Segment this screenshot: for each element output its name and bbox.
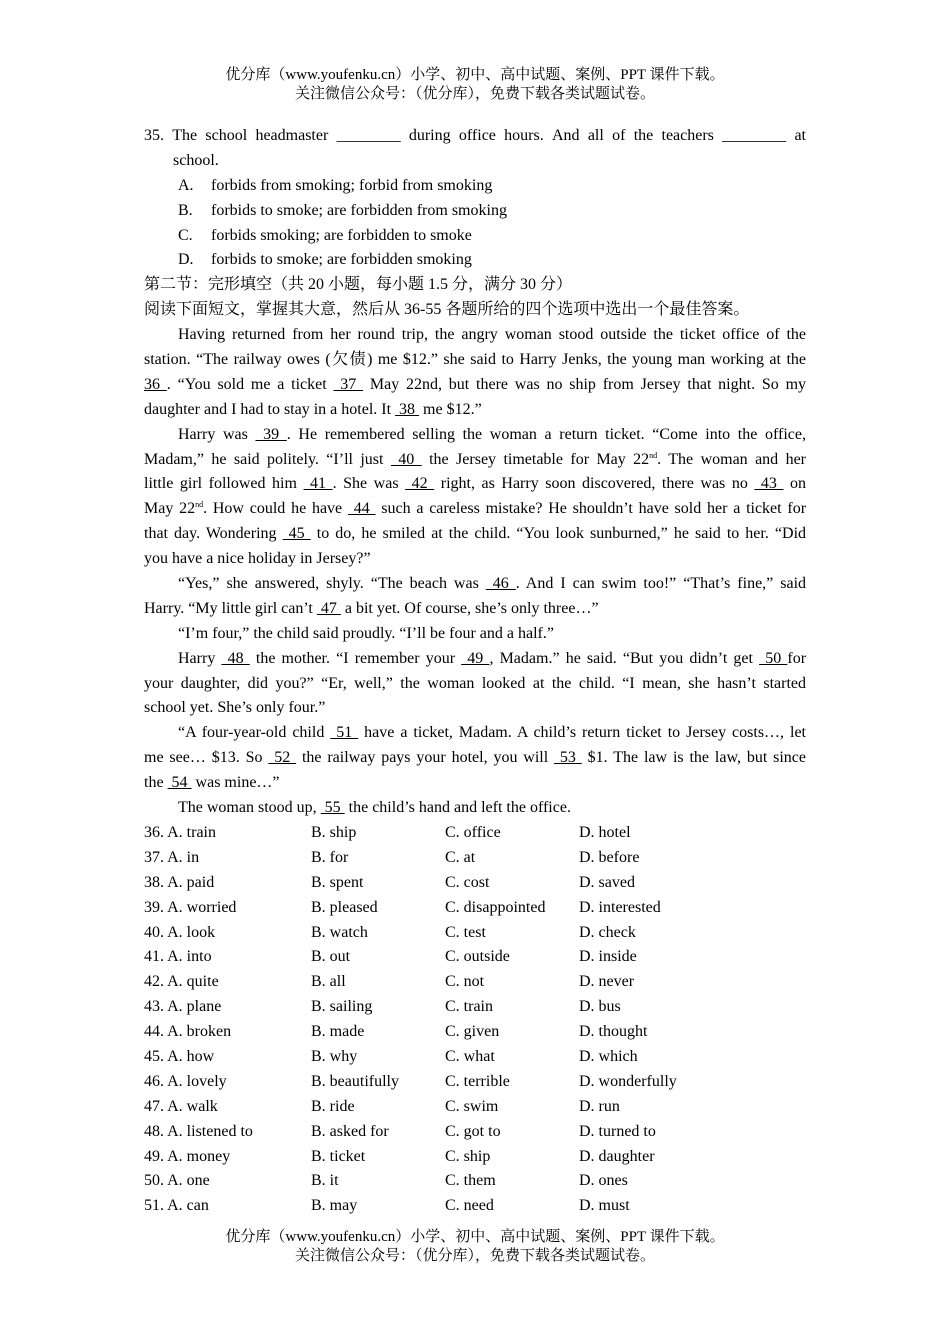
choice-b: B. ride [311, 1097, 355, 1115]
q35-option-b [144, 199, 806, 224]
choice-b: B. sailing [311, 998, 373, 1016]
choice-d: D. hotel [579, 823, 631, 841]
question-35-stem-continued: school. [173, 151, 219, 169]
choice-c: C. disappointed [445, 898, 546, 916]
choice-row [144, 995, 806, 1020]
passage-text: The woman stood up, [178, 799, 321, 817]
choice-b: B. watch [311, 923, 368, 941]
choice-row [144, 1194, 806, 1219]
q35-option-a [144, 174, 806, 199]
choice-d: D. saved [579, 873, 635, 891]
passage-text: “Yes,” she answered, shyly. “The beach was [178, 575, 486, 593]
passage-text: . And I can swim too!” “That’s fine,” said [515, 575, 806, 593]
section-instruction: 阅读下面短文，掌握其大意，然后从 36-55 各题所给的四个选项中选出一个最佳答案。 [144, 301, 750, 319]
passage-line [144, 746, 806, 771]
passage-line [144, 522, 806, 547]
blank-41: 41 [303, 475, 333, 493]
passage-text: to do, he smiled at the child. “You look sunburned,” he said to her. “Did [310, 525, 806, 543]
passage-text: $1. The law is the law, but since [581, 749, 806, 767]
passage-text: . How could he have [203, 500, 348, 518]
choice-row [144, 1045, 806, 1070]
passage-text: “A four-year-old child [178, 724, 331, 742]
choice-a: 39. A. worried [144, 898, 237, 916]
q35-word: all [587, 127, 604, 144]
blank-51: 51 [330, 724, 359, 742]
choice-b: B. all [311, 973, 346, 991]
q35-word: the [633, 127, 654, 144]
choice-d: D. which [579, 1047, 638, 1065]
q35-word: The [172, 127, 198, 144]
choice-a: 37. A. in [144, 848, 200, 866]
passage-text: me $12.” [419, 400, 482, 418]
choice-b: B. out [311, 948, 351, 966]
choice-b: B. why [311, 1047, 358, 1065]
choice-a: 51. A. can [144, 1197, 209, 1215]
q35-word: at [794, 127, 806, 144]
passage-line [144, 497, 806, 522]
blank-47: 47 [316, 599, 341, 617]
choice-d: D. never [579, 973, 635, 991]
passage-text: the Jersey timetable for May 22 [421, 450, 650, 468]
choice-b: B. ship [311, 823, 357, 841]
blank-40: 40 [390, 450, 422, 468]
choice-c: C. given [445, 1023, 500, 1041]
choice-b: B. beautifully [311, 1072, 399, 1090]
blank-39: 39 [255, 425, 287, 443]
passage-line: “I’m four,” the child said proudly. “I’ll be four and a half.” [178, 624, 554, 642]
choice-c: C. outside [445, 948, 510, 966]
choice-c: C. not [445, 973, 485, 991]
passage-line: your daughter, did you?” “Er, well,” the woman looked at the child. “I mean, she hasn’t started [144, 674, 806, 692]
passage-text: have a ticket, Madam. A child’s return ticket to Jersey costs…, let [358, 724, 806, 742]
blank-49: 49 [461, 649, 490, 667]
q35-word: of [612, 127, 626, 144]
choice-a: 43. A. plane [144, 998, 222, 1016]
choice-c: C. need [445, 1197, 494, 1215]
passage-text: the mother. “I remember your [249, 649, 462, 667]
q35-word: And [552, 127, 580, 144]
q35-blank: ________ [336, 127, 401, 144]
choice-b: B. spent [311, 873, 364, 891]
footer-line-2: 关注微信公众号：（优分库），免费下载各类试题试卷。 [294, 1248, 655, 1264]
page-header [0, 66, 950, 104]
ordinal-suffix: nd [195, 500, 204, 510]
choice-d: D. wonderfully [579, 1072, 677, 1090]
choice-b: B. pleased [311, 898, 378, 916]
choice-a: 45. A. how [144, 1047, 215, 1065]
choice-a: 50. A. one [144, 1172, 210, 1190]
choice-b: B. may [311, 1197, 358, 1215]
choice-c: C. train [445, 998, 493, 1016]
choice-row [144, 846, 806, 871]
choice-a: 38. A. paid [144, 873, 215, 891]
option-text: forbids from smoking; forbid from smoking [211, 176, 493, 194]
blank-36: 36 [144, 375, 167, 393]
blank-46: 46 [485, 575, 516, 593]
choice-d: D. run [579, 1097, 620, 1115]
blank-48: 48 [221, 649, 250, 667]
passage-line [144, 796, 806, 821]
choice-c: C. office [445, 823, 501, 841]
choice-b: B. it [311, 1172, 339, 1190]
choice-row [144, 1020, 806, 1045]
passage-line [144, 398, 806, 423]
blank-45: 45 [282, 525, 311, 543]
passage-line [144, 448, 806, 473]
passage-text: Harry was [178, 425, 256, 443]
passage-line [144, 647, 806, 672]
choice-d: D. check [579, 923, 636, 941]
passage-text: the railway pays your hotel, you will [296, 749, 555, 767]
passage-line [144, 472, 806, 497]
passage-text: . He remembered selling the woman a return ticket. “Come into the office, [286, 425, 806, 443]
choice-d: D. thought [579, 1023, 648, 1041]
choice-b: B. made [311, 1023, 365, 1041]
choice-row [144, 871, 806, 896]
passage-text: daughter and I had to stay in a hotel. It [144, 400, 396, 418]
passage-text: . The woman and her [657, 450, 806, 468]
answer-choices [144, 821, 806, 1219]
blank-42: 42 [405, 475, 435, 493]
passage-line [144, 373, 806, 398]
document-body [144, 124, 806, 1219]
passage-text: that day. Wondering [144, 525, 283, 543]
choice-row [144, 1169, 806, 1194]
choice-a: 46. A. lovely [144, 1072, 227, 1090]
q35-word: 35. [144, 127, 164, 144]
passage-text: a bit yet. Of course, she’s only three…” [340, 599, 599, 617]
blank-43: 43 [754, 475, 784, 493]
passage-text: the child’s hand and left the office. [344, 799, 571, 817]
q35-word: office [458, 127, 496, 144]
blank-52: 52 [268, 749, 297, 767]
choice-row [144, 821, 806, 846]
passage-line: school yet. She’s only four.” [144, 699, 326, 717]
choice-a: 36. A. train [144, 823, 216, 841]
choice-c: C. got to [445, 1122, 501, 1140]
passage-text: on [783, 475, 806, 493]
passage-line [144, 597, 806, 622]
choice-a: 47. A. walk [144, 1097, 218, 1115]
passage-text: Harry [178, 649, 222, 667]
choice-row [144, 921, 806, 946]
choice-b: B. ticket [311, 1147, 366, 1165]
choice-c: C. cost [445, 873, 490, 891]
passage-line [144, 771, 806, 796]
choice-c: C. terrible [445, 1072, 510, 1090]
choice-a: 49. A. money [144, 1147, 231, 1165]
question-35-stem [144, 124, 806, 149]
passage-line: Having returned from her round trip, the angry woman stood outside the ticket office of the [178, 326, 806, 344]
passage-text: May 22nd, but there was no ship from Jersey that night. So my [363, 375, 806, 393]
choice-d: D. daughter [579, 1147, 655, 1165]
passage-text: little girl followed him [144, 475, 304, 493]
passage-line [144, 423, 806, 448]
option-letter: A. [178, 176, 194, 194]
choice-row [144, 1145, 806, 1170]
passage-text: May 22 [144, 500, 196, 518]
passage-text: . “You sold me a ticket [166, 375, 334, 393]
choice-b: B. for [311, 848, 349, 866]
q35-blank: ________ [722, 127, 787, 144]
passage-text: such a careless mistake? He shouldn’t have sold her a ticket for [375, 500, 806, 518]
q35-option-c [144, 224, 806, 249]
passage-text: , Madam.” he said. “But you didn’t get [489, 649, 760, 667]
option-letter: B. [178, 201, 193, 219]
page-footer [0, 1228, 950, 1266]
choice-c: C. them [445, 1172, 496, 1190]
section-title: 第二节：完形填空（共 20 小题，每小题 1.5 分，满分 30 分） [144, 276, 573, 294]
choice-row [144, 970, 806, 995]
choice-row [144, 1095, 806, 1120]
choice-a: 42. A. quite [144, 973, 219, 991]
choice-row [144, 896, 806, 921]
choice-a: 41. A. into [144, 948, 212, 966]
passage-text: Harry. “My little girl can’t [144, 599, 317, 617]
blank-37: 37 [333, 375, 364, 393]
blank-55: 55 [320, 799, 345, 817]
choice-c: C. at [445, 848, 476, 866]
passage-line: station. “The railway owes (欠债) me $12.” she said to Harry Jenks, the young man working at the [144, 351, 806, 369]
choice-c: C. what [445, 1047, 495, 1065]
choice-a: 40. A. look [144, 923, 216, 941]
option-letter: C. [178, 226, 193, 244]
q35-word: hours. [504, 127, 544, 144]
choice-c: C. test [445, 923, 486, 941]
choice-c: C. swim [445, 1097, 499, 1115]
header-line-1: 优分库（www.youfenku.cn）小学、初中、高中试题、案例、PPT 课件下载。 [225, 67, 725, 83]
choice-d: D. ones [579, 1172, 628, 1190]
q35-option-d [144, 248, 806, 273]
choice-row [144, 1120, 806, 1145]
blank-54: 54 [167, 774, 192, 792]
choice-a: 48. A. listened to [144, 1122, 253, 1140]
choice-a: 44. A. broken [144, 1023, 232, 1041]
blank-44: 44 [347, 500, 376, 518]
choice-d: D. must [579, 1197, 630, 1215]
passage-text: Madam,” he said politely. “I’ll just [144, 450, 391, 468]
passage-text: for [787, 649, 806, 667]
choice-row [144, 1070, 806, 1095]
blank-53: 53 [554, 749, 582, 767]
passage-text: was mine…” [191, 774, 280, 792]
passage-text: . She was [332, 475, 406, 493]
header-line-2: 关注微信公众号：（优分库），免费下载各类试题试卷。 [294, 86, 655, 102]
choice-b: B. asked for [311, 1122, 389, 1140]
option-text: forbids to smoke; are forbidden from smoking [211, 201, 507, 219]
option-text: forbids smoking; are forbidden to smoke [211, 226, 472, 244]
choice-d: D. turned to [579, 1122, 656, 1140]
q35-word: headmaster [255, 127, 329, 144]
passage-text: right, as Harry soon discovered, there was no [434, 475, 755, 493]
choice-d: D. bus [579, 998, 621, 1016]
choice-row [144, 945, 806, 970]
choice-c: C. ship [445, 1147, 491, 1165]
blank-50: 50 [759, 649, 788, 667]
passage-text: me see… $13. So [144, 749, 269, 767]
passage-line [144, 572, 806, 597]
blank-38: 38 [395, 400, 420, 418]
passage-line [144, 721, 806, 746]
passage-line: you have a nice holiday in Jersey?” [144, 550, 371, 568]
choice-d: D. before [579, 848, 640, 866]
option-letter: D. [178, 251, 194, 269]
ordinal-suffix: nd [649, 450, 658, 460]
q35-word: teachers [661, 127, 714, 144]
option-text: forbids to smoke; are forbidden smoking [211, 251, 472, 269]
q35-word: school [205, 127, 248, 144]
choice-d: D. interested [579, 898, 661, 916]
footer-line-1: 优分库（www.youfenku.cn）小学、初中、高中试题、案例、PPT 课件下载。 [225, 1229, 725, 1245]
passage-text: the [144, 774, 168, 792]
choice-d: D. inside [579, 948, 637, 966]
q35-word: during [408, 127, 451, 144]
